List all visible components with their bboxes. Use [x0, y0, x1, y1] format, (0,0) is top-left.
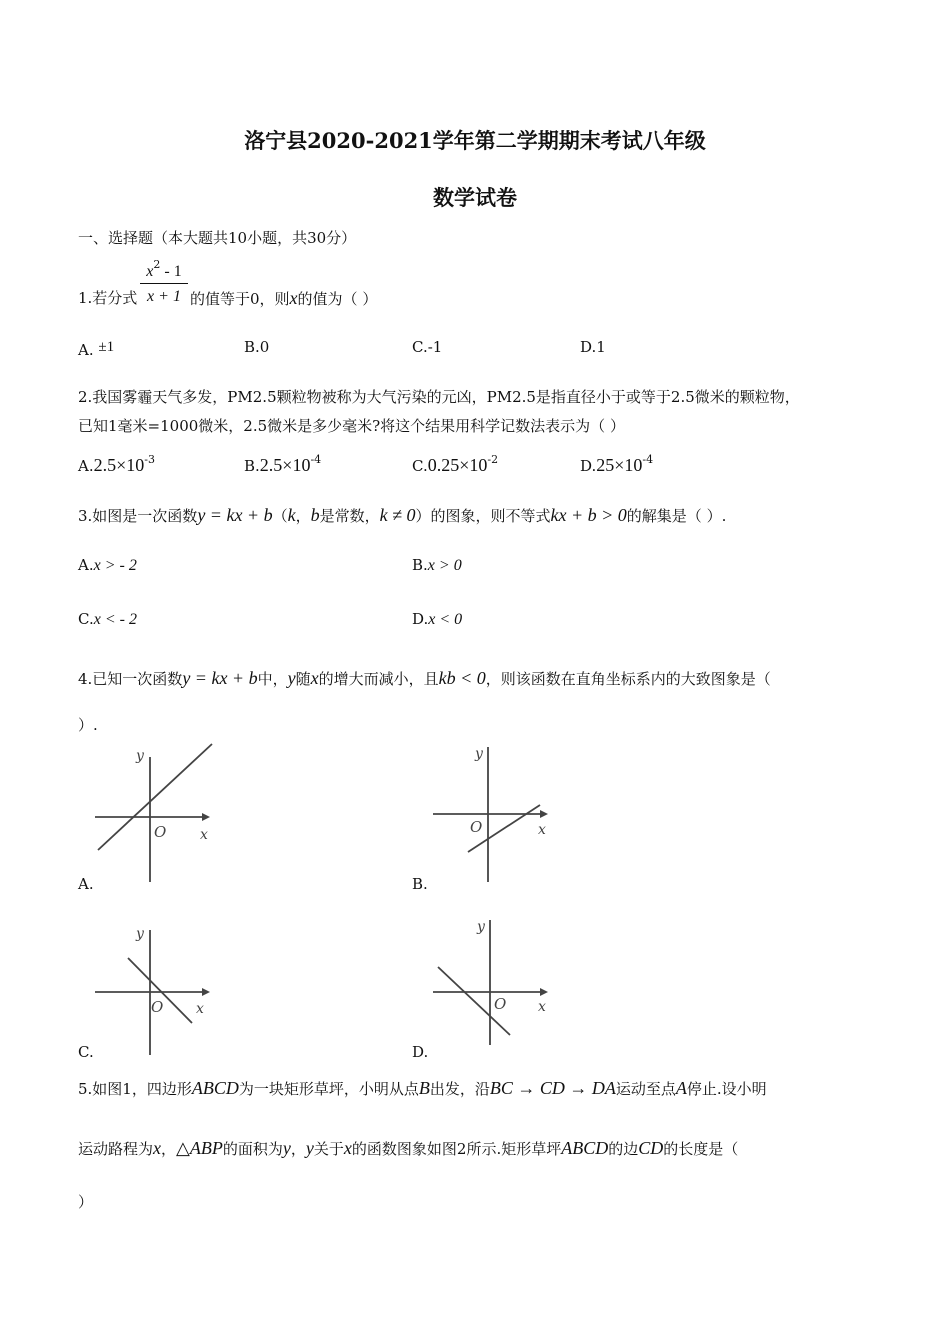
q1-option-d: D.1 — [580, 338, 606, 356]
q5-line-2: 运动路程为x，△ABP的面积为y，y关于x的函数图象如图2所示.矩形草坪ABCD的边CD的长度是（ — [78, 1138, 739, 1158]
svg-text:x: x — [196, 1001, 204, 1017]
q3-option-d: D.x < 0 — [412, 610, 463, 628]
svg-text:O: O — [151, 998, 164, 1016]
q3-stem: 3.如图是一次函数y = kx + b（k，b是常数，k ≠ 0）的图象，则不等式kx + b > 0的解集是（ ）. — [78, 505, 727, 525]
q4-stem: 4.已知一次函数y = kx + b中，y随x的增大而减小，且kb < 0，则该函数在直角坐标系内的大致图象是（ — [78, 668, 771, 688]
q2-option-d: $D.25\times 10^{-4}$ — [580, 453, 654, 475]
q1-option-a: A. ±1 — [78, 339, 115, 359]
q4-graph-a — [90, 742, 220, 887]
q4-option-c-label: C. — [78, 1043, 94, 1061]
q4-graph-c — [90, 920, 220, 1060]
svg-text:O: O — [494, 995, 507, 1013]
q1-option-c: C.-1 — [412, 338, 443, 356]
svg-text:O: O — [154, 823, 167, 841]
q4-option-b-label: B. — [412, 875, 428, 893]
q1-stem: 的值等于0，则x的值为（ ） — [190, 288, 378, 308]
q1-option-b: B.0 — [244, 338, 270, 356]
svg-text:x: x — [538, 822, 546, 838]
q2-line-1: 2.我国雾霾天气多发，PM2.5颗粒物被称为大气污染的元凶，PM2.5是指直径小于或等于2.5微米的颗粒物， — [78, 388, 800, 406]
q1-fraction: $\frac{x^2 - 1}{x + 1}$ — [140, 258, 188, 306]
svg-text:O: O — [470, 818, 483, 836]
q4-option-d-label: D. — [412, 1043, 429, 1061]
q4-graph-b — [428, 742, 558, 887]
q3-option-a: A.x > - 2 — [78, 556, 137, 574]
q4-graph-d — [428, 915, 558, 1055]
q4-stem-line-2: ）. — [78, 716, 98, 734]
q2-option-a: $A.2.5\times 10^{-3}$ — [78, 453, 155, 475]
svg-text:y: y — [136, 748, 144, 764]
section-heading: 一、选择题（本大题共10小题，共30分） — [78, 229, 357, 247]
q2-option-b: $B.2.5\times 10^{-4}$ — [244, 453, 322, 475]
svg-text:y: y — [477, 919, 485, 935]
svg-text:x: x — [538, 999, 546, 1015]
q5-line-1: 5.如图1，四边形ABCD为一块矩形草坪，小明从点B出发，沿BC → CD → DA运动至点A停止.设小明 — [78, 1078, 767, 1098]
title-line-1: 洛宁县2020-2021学年第二学期期末考试八年级 — [244, 128, 706, 153]
q2-option-c: $C.0.25\times 10^{-2}$ — [412, 453, 499, 475]
q5-line-3: ） — [78, 1193, 94, 1211]
q3-option-c: C.x < - 2 — [78, 610, 137, 628]
svg-text:y: y — [475, 746, 483, 762]
title-line-2: 数学试卷 — [433, 185, 517, 210]
svg-text:y: y — [136, 926, 144, 942]
q2-line-2: 已知1毫米=1000微米，2.5微米是多少毫米?将这个结果用科学记数法表示为（ ） — [78, 417, 625, 435]
svg-text:x: x — [200, 827, 208, 843]
q4-option-a-label: A. — [78, 875, 94, 893]
q3-option-b: B.x > 0 — [412, 556, 462, 574]
q1-prefix: 1.若分式 — [78, 289, 138, 307]
